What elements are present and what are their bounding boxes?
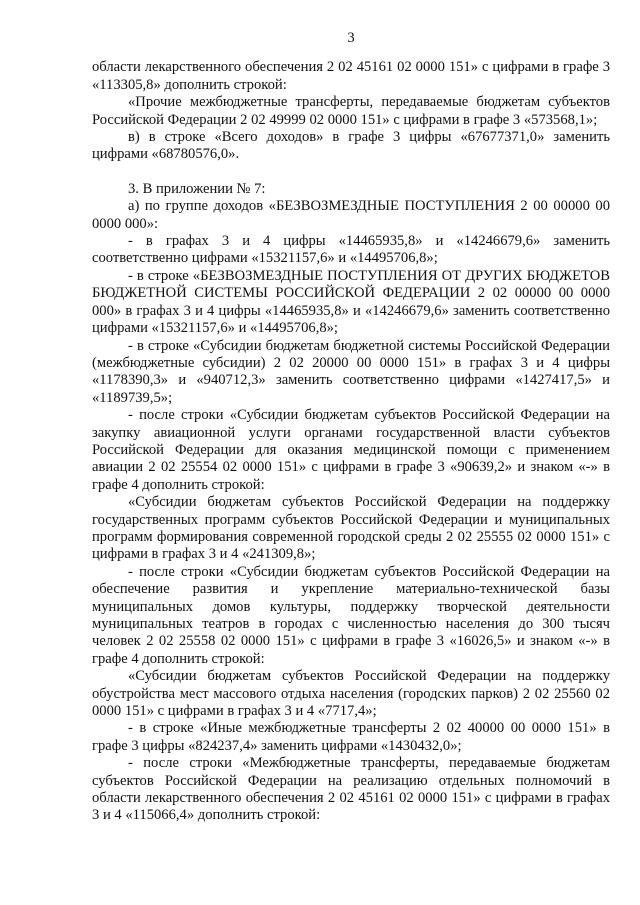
paragraph: 3. В приложении № 7: [128,180,266,197]
paragraph: а) по группе доходов «БЕЗВОЗМЕЗДНЫЕ ПОСТУПЛЕНИЯ 2 00 00000 00 0000 000»: [92,198,610,232]
paragraph: «Субсидии бюджетам субъектов Российской Федерации на поддержку государственных программ субъектов Российской Федерации и муниципальных программ формирования современной городской среды 2 02 25555 02 0000 151» с цифрами в графах 3 и 4 «241309,8»; [92,494,610,563]
document-body [92,59,610,824]
paragraph: «Прочие межбюджетные трансферты, передаваемые бюджетам субъектов Российской Федерации 2 02 49999 02 0000 151» с цифрами в графе 3 «573568,1»; [92,94,610,128]
paragraph: в) в строке «Всего доходов» в графе 3 цифры «67677371,0» заменить цифрами «68780576,0». [92,129,610,163]
paragraph: - в строке «Иные межбюджетные трансферты 2 02 40000 00 0000 151» в графе 3 цифры «824237,4» заменить цифрами «1430432,0»; [92,720,610,754]
paragraph: - после строки «Субсидии бюджетам субъектов Российской Федерации на обеспечение развития и укрепление материально-технической базы муниципальных домов культуры, поддержку творческой деятельности муниципальных театров в городах с численностью населения до 300 тысяч человек 2 02 25558 02 0000 151» с цифрами в графе 3 «16026,5» и знаком «-» в графе 4 дополнить строкой: [92,563,610,667]
paragraph: области лекарственного обеспечения 2 02 45161 02 0000 151» с цифрами в графе 3 «113305,8» дополнить строкой: [92,59,610,93]
paragraph: - после строки «Межбюджетные трансферты, передаваемые бюджетам субъектов Российской Федерации на реализацию отдельных полномочий в области лекарственного обеспечения 2 02 45161 02 0000 151» с цифрами в графах 3 и 4 «115066,4» дополнить строкой: [92,755,610,824]
paragraph: «Субсидии бюджетам субъектов Российской Федерации на поддержку обустройства мест массового отдыха населения (городских парков) 2 02 25560 02 0000 151» с цифрами в графах 3 и 4 «7717,4»; [92,668,610,720]
document-page [92,30,610,825]
paragraph-gap [92,164,610,181]
page-number: 3 [347,30,355,46]
paragraph: - в строке «БЕЗВОЗМЕЗДНЫЕ ПОСТУПЛЕНИЯ ОТ ДРУГИХ БЮДЖЕТОВ БЮДЖЕТНОЙ СИСТЕМЫ РОССИЙСКОЙ ФЕДЕРАЦИИ 2 02 00000 00 0000 000» в графах 3 и 4 цифры «14465935,8» и «14246679,6» заменить соответственно цифрами «15321157,6» и «14495706,8»; [92,267,610,337]
paragraph: - в графах 3 и 4 цифры «14465935,8» и «14246679,6» заменить соответственно цифрами «15321157,6» и «14495706,8»; [92,233,610,267]
paragraph: - после строки «Субсидии бюджетам субъектов Российской Федерации на закупку авиационной услуги органами государственной власти субъектов Российской Федерации для оказания медицинской помощи с применением авиации 2 02 25554 02 0000 151» с цифрами в графе 3 «90639,2» и знаком «-» в графе 4 дополнить строкой: [92,407,610,493]
paragraph: - в строке «Субсидии бюджетам бюджетной системы Российской Федерации (межбюджетные субсидии) 2 02 20000 00 0000 151» в графах 3 и 4 цифры «1178390,3» и «940712,3» заменить соответственно цифрами «1427417,5» и «1189739,5»; [92,337,610,406]
